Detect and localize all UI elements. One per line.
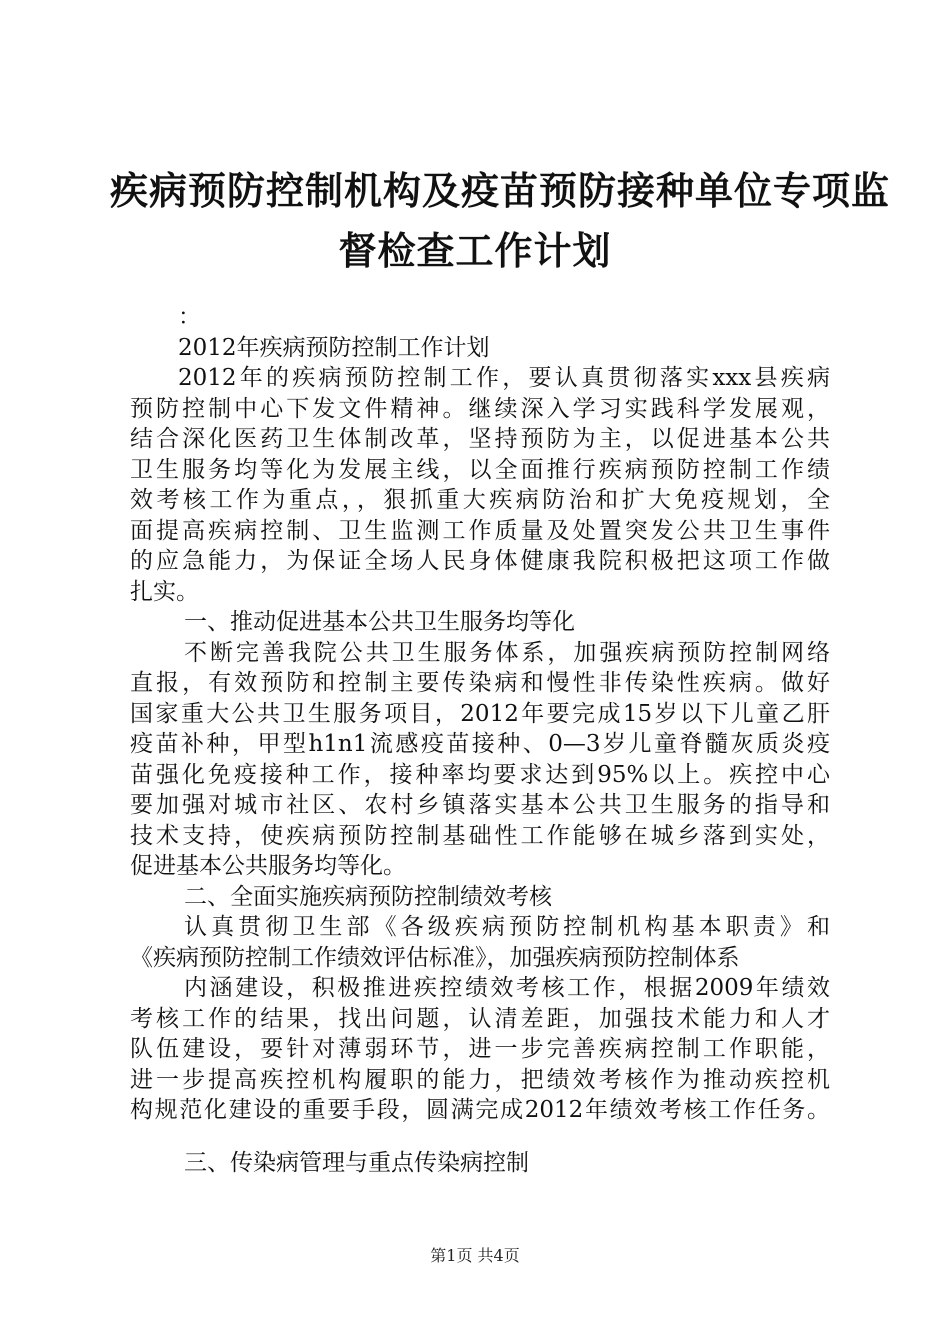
section-heading-1: 一、推动促进基本公共卫生服务均等化 bbox=[184, 609, 575, 635]
paragraph-line: 考核工作的结果，找出问题，认清差距，加强技术能力和人才 bbox=[130, 1005, 830, 1032]
document-body bbox=[130, 302, 830, 1178]
document-title-line-2: 督检查工作计划 bbox=[338, 228, 612, 273]
colon-line: ： bbox=[178, 304, 201, 330]
paragraph-line: 效考核工作为重点，，狠抓重大疾病防治和扩大免疫规划，全 bbox=[130, 487, 830, 513]
paragraph-line: 构规范化建设的重要手段，圆满完成2012年绩效考核工作任务。 bbox=[130, 1097, 830, 1123]
paragraph-line: 预防控制中心下发文件精神。继续深入学习实践科学发展观， bbox=[130, 395, 830, 422]
paragraph-line: 促进基本公共服务均等化。 bbox=[130, 853, 406, 879]
paragraph-line: 2012年的疾病预防控制工作，要认真贯彻落实xxx县疾病 bbox=[178, 365, 830, 391]
paragraph-line: 疫苗补种，甲型h1n1流感疫苗接种、0—3岁儿童脊髓灰质炎疫 bbox=[130, 731, 830, 757]
section-heading-3: 三、传染病管理与重点传染病控制 bbox=[184, 1149, 529, 1176]
paragraph-line: 结合深化医药卫生体制改革，坚持预防为主，以促进基本公共 bbox=[130, 426, 830, 452]
paragraph-line: 队伍建设，要针对薄弱环节，进一步完善疾病控制工作职能， bbox=[130, 1036, 830, 1062]
plan-subtitle: 2012年疾病预防控制工作计划 bbox=[178, 334, 490, 361]
section-heading-2: 二、全面实施疾病预防控制绩效考核 bbox=[184, 883, 552, 910]
paragraph-line: 苗强化免疫接种工作，接种率均要求达到95%以上。疾控中心 bbox=[130, 761, 830, 788]
paragraph-line: 直报，有效预防和控制主要传染病和慢性非传染性疾病。做好 bbox=[130, 670, 830, 696]
paragraph-line: 面提高疾病控制、卫生监测工作质量及处置突发公共卫生事件 bbox=[130, 517, 830, 544]
paragraph-line: 的应急能力，为保证全场人民身体健康我院积极把这项工作做 bbox=[130, 548, 830, 574]
paragraph-line: 不断完善我院公共卫生服务体系，加强疾病预防控制网络 bbox=[184, 639, 830, 666]
paragraph-line: 卫生服务均等化为发展主线，以全面推行疾病预防控制工作绩 bbox=[130, 456, 830, 483]
paragraph-line: 认真贯彻卫生部《各级疾病预防控制机构基本职责》和 bbox=[184, 914, 830, 940]
paragraph-line: 进一步提高疾控机构履职的能力，把绩效考核作为推动疾控机 bbox=[130, 1066, 830, 1093]
paragraph-line: 要加强对城市社区、农村乡镇落实基本公共卫生服务的指导和 bbox=[130, 792, 830, 818]
paragraph-line: 技术支持，使疾病预防控制基础性工作能够在城乡落到实处， bbox=[130, 822, 830, 849]
paragraph-line: 国家重大公共卫生服务项目，2012年要完成15岁以下儿童乙肝 bbox=[130, 700, 830, 727]
paragraph-gap bbox=[130, 1126, 830, 1148]
paragraph-line: 《疾病预防控制工作绩效评估标准》，加强疾病预防控制体系 bbox=[130, 944, 740, 971]
paragraph-line: 扎实。 bbox=[130, 578, 199, 605]
paragraph-line: 内涵建设，积极推进疾控绩效考核工作，根据2009年绩效 bbox=[184, 975, 830, 1001]
document-title-line-1: 疾病预防控制机构及疫苗预防接种单位专项监 bbox=[110, 168, 891, 213]
page-number-footer: 第1页 共4页 bbox=[430, 1246, 520, 1265]
